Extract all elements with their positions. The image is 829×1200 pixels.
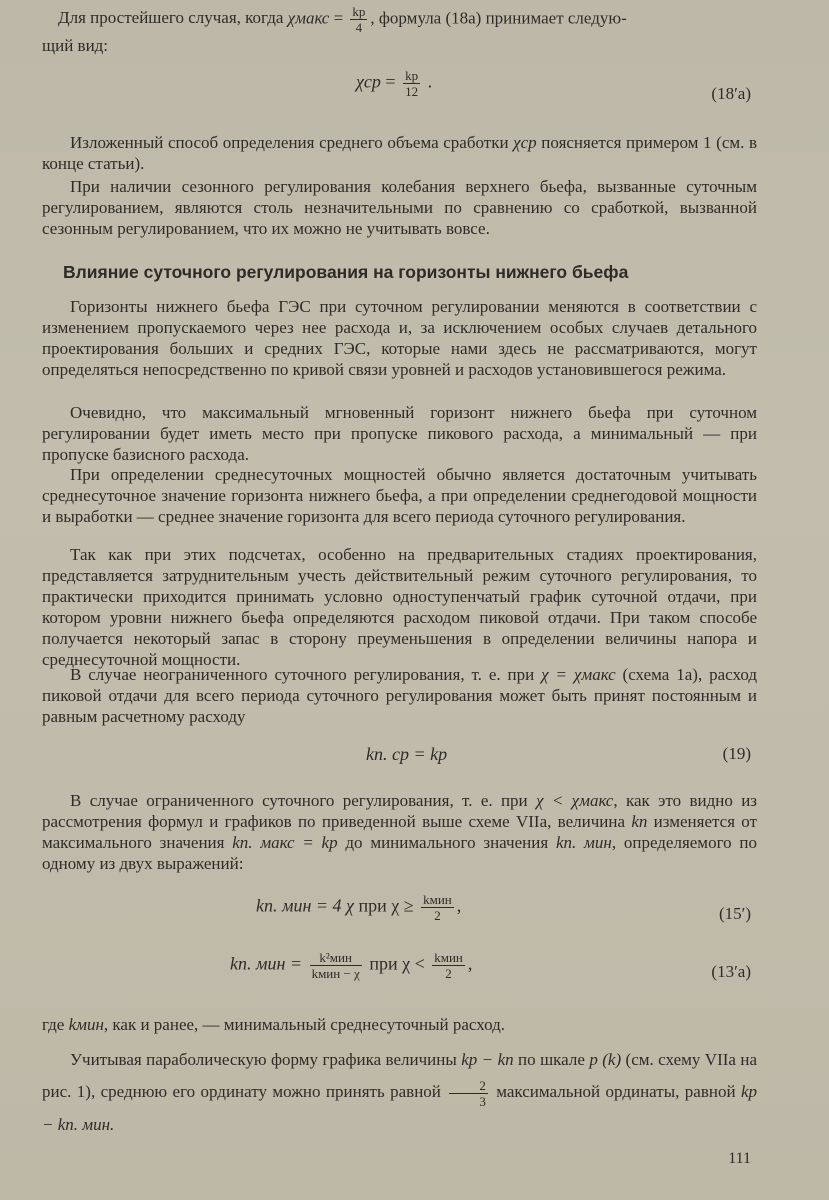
fraction (449, 1078, 488, 1109)
text-span: где (42, 1015, 65, 1034)
symbol: kр − kп (461, 1050, 514, 1069)
symbol: kп. мин = (230, 953, 303, 974)
paragraph (42, 1014, 757, 1035)
symbol: = (333, 8, 344, 28)
text-span: , как это видно из рассмотрения формул и графиков по приведенной выше схеме VIIа, величина (42, 791, 758, 831)
denominator: 2 (434, 908, 441, 923)
text-span: до минимального значения (345, 833, 549, 852)
paragraph: Так как при этих подсчетах, особенно на предварительных стадиях проектирования, представляется затруднительным учесть действительный режим суточного регулирования, то практически приходится принимать условно одноступенчатый график суточной отдачи, при котором уровни нижнего бьефа определяются расходом пиковой отдачи. При таком способе получается некоторый запас в сторону преуменьшения в определении величины напора и среднесуточной мощности. (42, 545, 757, 669)
text-span: Учитывая параболическую форму графика величины (70, 1050, 457, 1069)
text-span: (см. схему VIIа на рис. 1), среднюю его ординату можно принять равной (42, 1050, 757, 1101)
text-span: , как и ранее, — минимальный среднесуточный расход. (103, 1015, 505, 1034)
intro-paragraph (42, 4, 757, 56)
section-heading: Влияние суточного регулирования на горизонты нижнего бьефа (63, 262, 629, 282)
symbol: , (467, 953, 473, 974)
page-number: 111 (728, 1150, 751, 1167)
paragraph (42, 1044, 757, 1141)
paragraph (42, 664, 757, 727)
text-span: щий вид: (42, 36, 109, 55)
numerator: k²мин (310, 950, 362, 966)
symbol: kп. макс = kр (232, 833, 338, 852)
symbol: kр − kп. мин. (42, 1082, 758, 1134)
text-span: Для простейшего случая, когда (58, 8, 284, 28)
text-span: , определяемого по одному из двух выражений: (42, 833, 757, 873)
denominator: 12 (405, 84, 419, 99)
text-span: (схема 1а), расход пиковой отдачи для всего периода суточного регулирования может быть принят постоянным и равным расчетному расходу (42, 665, 757, 726)
text-span: , формула (18а) принимает следую- (370, 8, 627, 28)
symbol: kп. ср = kр (366, 744, 448, 764)
paragraph: Горизонты нижнего бьефа ГЭС при суточном регулировании меняются в соответствии с изменением пропускаемого через нее расхода и, за исключением особых случаев детального проектирования больших и средних ГЭС, которые нами здесь не рассматриваются, могут определяться непосредственно по кривой связи уровней и расходов установившегося режима. (42, 297, 757, 379)
numerator: kр (405, 68, 419, 83)
numerator: kр (352, 4, 366, 19)
formula-number: (15′) (718, 904, 751, 923)
paragraph (42, 132, 757, 174)
symbol: , (456, 895, 462, 916)
symbol: χср (356, 71, 381, 92)
fraction (350, 4, 367, 35)
formula-19 (366, 744, 447, 765)
formula-18a: χср = $\frac{kр}{12}$ . (356, 68, 433, 99)
text-span: поясняется примером 1 (см. в конце статьи). (42, 133, 757, 173)
numerator: kмин (423, 892, 452, 907)
formula-number: (13′а) (711, 962, 751, 981)
denominator: kмин − χ (311, 966, 360, 981)
paragraph: При определении среднесуточных мощностей обычно является достаточным учитывать среднесуточное значение горизонта нижнего бьефа, а при определении среднегодовой мощности и выработки — среднее значение горизонта для всего периода суточного регулирования. (42, 465, 757, 526)
symbol: при χ ≥ (358, 895, 414, 916)
formula-13a (230, 950, 472, 981)
symbol: χ < χмакс (536, 791, 614, 810)
symbol: kп (631, 812, 648, 831)
denominator: 3 (479, 1093, 486, 1109)
paragraph: Очевидно, что максимальный мгновенный горизонт нижнего бьефа при суточном регулировании будет иметь место при пропуске пикового расхода, а минимальный — при пропуске базисного расхода. (42, 403, 757, 464)
text-span: В случае ограниченного суточного регулирования, т. е. при (70, 791, 528, 810)
denominator: 2 (445, 966, 452, 981)
fraction (432, 950, 465, 981)
symbol: χмакс (287, 8, 330, 28)
symbol: при χ < (369, 953, 425, 974)
fraction (421, 892, 454, 923)
symbol: χ = χмакс (541, 665, 616, 684)
formula-number: (19) (722, 744, 751, 763)
numerator: 2 (449, 1078, 488, 1094)
text-span: максимальной ординаты, равной (496, 1082, 736, 1101)
formula-number: (18′а) (711, 84, 751, 103)
paragraph: При наличии сезонного регулирования колебания верхнего бьефа, вызванные суточным регулированием, являются столь незначительными по сравнению со сработкой, вызванной сезонным регулированием, что их можно не учитывать вовсе. (42, 177, 757, 238)
formula-15 (256, 892, 461, 923)
symbol: p (k) (589, 1050, 622, 1069)
denominator: 4 (355, 20, 363, 35)
text-span: изменяется от максимального значения (42, 812, 758, 852)
text-span: В случае неограниченного суточного регулирования, т. е. при (70, 665, 535, 684)
text-span: Изложенный способ определения среднего объема сработки (70, 133, 509, 152)
paragraph (42, 790, 757, 874)
numerator: kмин (434, 950, 463, 965)
symbol: kп. мин = 4 χ (256, 895, 354, 916)
symbol: kп. мин (555, 833, 612, 852)
symbol: χср (513, 133, 537, 152)
symbol: kмин (68, 1015, 104, 1034)
text-span: по шкале (518, 1050, 585, 1069)
fraction (310, 950, 362, 981)
fraction (403, 68, 420, 99)
